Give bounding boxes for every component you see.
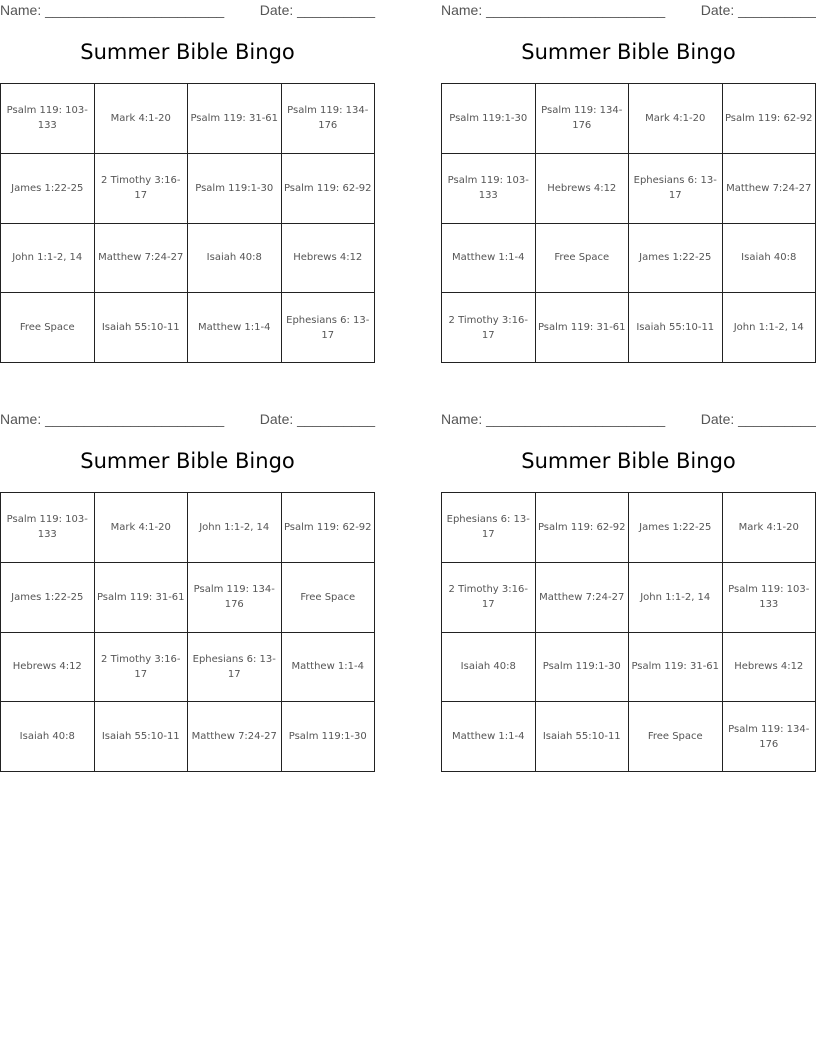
bingo-cell: Isaiah 55:10-11 bbox=[94, 293, 188, 363]
bingo-cell: Matthew 1:1-4 bbox=[281, 632, 375, 702]
card-header bbox=[0, 0, 375, 22]
bingo-cell: James 1:22-25 bbox=[629, 223, 723, 293]
bingo-cell: 2 Timothy 3:16-17 bbox=[442, 293, 536, 363]
grid-row bbox=[442, 702, 816, 772]
grid-row bbox=[1, 493, 375, 563]
date-field[interactable]: Date: __________ bbox=[259, 2, 375, 18]
grid-row bbox=[1, 84, 375, 154]
grid-row bbox=[1, 153, 375, 223]
bingo-cell: Matthew 1:1-4 bbox=[188, 293, 282, 363]
bingo-cell: Mark 4:1-20 bbox=[94, 84, 188, 154]
bingo-cell: Free Space bbox=[535, 223, 629, 293]
bingo-grid bbox=[0, 492, 375, 772]
bingo-cell: Psalm 119: 62-92 bbox=[722, 84, 816, 154]
grid-row bbox=[1, 293, 375, 363]
bingo-cell: Matthew 7:24-27 bbox=[188, 702, 282, 772]
card-title: Summer Bible Bingo bbox=[80, 449, 295, 473]
bingo-cell: Psalm 119: 31-61 bbox=[535, 293, 629, 363]
bingo-grid bbox=[0, 83, 375, 363]
bingo-cell: 2 Timothy 3:16-17 bbox=[442, 562, 536, 632]
grid-row bbox=[442, 223, 816, 293]
bingo-cell: Matthew 1:1-4 bbox=[442, 223, 536, 293]
card-title: Summer Bible Bingo bbox=[80, 40, 295, 64]
grid-row bbox=[442, 562, 816, 632]
bingo-cell: 2 Timothy 3:16-17 bbox=[94, 153, 188, 223]
grid-row bbox=[1, 632, 375, 702]
bingo-cell: Psalm 119: 62-92 bbox=[281, 493, 375, 563]
name-field[interactable]: Name: _______________________ bbox=[0, 2, 225, 18]
bingo-card-3 bbox=[0, 409, 375, 774]
bingo-cell: Hebrews 4:12 bbox=[722, 632, 816, 702]
bingo-card-1 bbox=[0, 0, 375, 365]
bingo-cell: Hebrews 4:12 bbox=[281, 223, 375, 293]
bingo-cell: John 1:1-2, 14 bbox=[722, 293, 816, 363]
card-title: Summer Bible Bingo bbox=[521, 40, 736, 64]
bingo-cell: James 1:22-25 bbox=[1, 562, 95, 632]
bingo-cell: Hebrews 4:12 bbox=[535, 153, 629, 223]
bingo-grid bbox=[441, 492, 816, 772]
grid-row bbox=[1, 562, 375, 632]
bingo-cell: Hebrews 4:12 bbox=[1, 632, 95, 702]
bingo-cell: Matthew 7:24-27 bbox=[94, 223, 188, 293]
grid-row bbox=[442, 493, 816, 563]
name-field[interactable]: Name: _______________________ bbox=[441, 2, 666, 18]
bingo-cell: Ephesians 6: 13-17 bbox=[442, 493, 536, 563]
grid-row bbox=[442, 632, 816, 702]
bingo-cell: Psalm 119: 134-176 bbox=[281, 84, 375, 154]
bingo-cell: Free Space bbox=[1, 293, 95, 363]
bingo-cell: Isaiah 40:8 bbox=[1, 702, 95, 772]
grid-row bbox=[442, 84, 816, 154]
bingo-cell: Matthew 7:24-27 bbox=[722, 153, 816, 223]
bingo-cell: Psalm 119: 31-61 bbox=[188, 84, 282, 154]
bingo-cell: Psalm 119: 62-92 bbox=[281, 153, 375, 223]
card-header bbox=[441, 409, 816, 431]
bingo-cell: Psalm 119: 31-61 bbox=[629, 632, 723, 702]
bingo-cell: John 1:1-2, 14 bbox=[629, 562, 723, 632]
bingo-cell: Isaiah 40:8 bbox=[722, 223, 816, 293]
bingo-cell: Isaiah 55:10-11 bbox=[94, 702, 188, 772]
bingo-cell: Psalm 119: 134-176 bbox=[188, 562, 282, 632]
card-header bbox=[441, 0, 816, 22]
bingo-cell: Isaiah 55:10-11 bbox=[629, 293, 723, 363]
bingo-grid bbox=[441, 83, 816, 363]
bingo-cell: Psalm 119:1-30 bbox=[188, 153, 282, 223]
bingo-cell: Psalm 119: 134-176 bbox=[535, 84, 629, 154]
bingo-cell: Psalm 119:1-30 bbox=[281, 702, 375, 772]
grid-row bbox=[1, 702, 375, 772]
bingo-cell: Isaiah 55:10-11 bbox=[535, 702, 629, 772]
bingo-cell: Ephesians 6: 13-17 bbox=[281, 293, 375, 363]
bingo-cell: Matthew 1:1-4 bbox=[442, 702, 536, 772]
card-title: Summer Bible Bingo bbox=[521, 449, 736, 473]
bingo-cell: Psalm 119: 134-176 bbox=[722, 702, 816, 772]
date-field[interactable]: Date: __________ bbox=[700, 411, 816, 427]
bingo-cell: Isaiah 40:8 bbox=[188, 223, 282, 293]
bingo-cell: Mark 4:1-20 bbox=[629, 84, 723, 154]
bingo-cell: Psalm 119:1-30 bbox=[442, 84, 536, 154]
bingo-cell: James 1:22-25 bbox=[629, 493, 723, 563]
bingo-cell: Psalm 119:1-30 bbox=[535, 632, 629, 702]
name-field[interactable]: Name: _______________________ bbox=[0, 411, 225, 427]
bingo-cell: Ephesians 6: 13-17 bbox=[629, 153, 723, 223]
bingo-cell: Psalm 119: 103-133 bbox=[722, 562, 816, 632]
bingo-cell: Mark 4:1-20 bbox=[94, 493, 188, 563]
bingo-cell: Isaiah 40:8 bbox=[442, 632, 536, 702]
date-field[interactable]: Date: __________ bbox=[259, 411, 375, 427]
bingo-card-2 bbox=[441, 0, 816, 365]
card-header bbox=[0, 409, 375, 431]
bingo-cell: John 1:1-2, 14 bbox=[1, 223, 95, 293]
bingo-cell: Free Space bbox=[281, 562, 375, 632]
bingo-cell: Psalm 119: 103-133 bbox=[1, 493, 95, 563]
bingo-cell: Matthew 7:24-27 bbox=[535, 562, 629, 632]
grid-row bbox=[1, 223, 375, 293]
bingo-cell: Free Space bbox=[629, 702, 723, 772]
bingo-cell: John 1:1-2, 14 bbox=[188, 493, 282, 563]
grid-row bbox=[442, 153, 816, 223]
date-field[interactable]: Date: __________ bbox=[700, 2, 816, 18]
grid-row bbox=[442, 293, 816, 363]
bingo-card-4 bbox=[441, 409, 816, 774]
bingo-cell: Mark 4:1-20 bbox=[722, 493, 816, 563]
bingo-cell: Psalm 119: 103-133 bbox=[442, 153, 536, 223]
bingo-cell: Psalm 119: 62-92 bbox=[535, 493, 629, 563]
bingo-cell: James 1:22-25 bbox=[1, 153, 95, 223]
name-field[interactable]: Name: _______________________ bbox=[441, 411, 666, 427]
bingo-cell: Psalm 119: 103-133 bbox=[1, 84, 95, 154]
bingo-cell: 2 Timothy 3:16-17 bbox=[94, 632, 188, 702]
bingo-cell: Psalm 119: 31-61 bbox=[94, 562, 188, 632]
bingo-cell: Ephesians 6: 13-17 bbox=[188, 632, 282, 702]
